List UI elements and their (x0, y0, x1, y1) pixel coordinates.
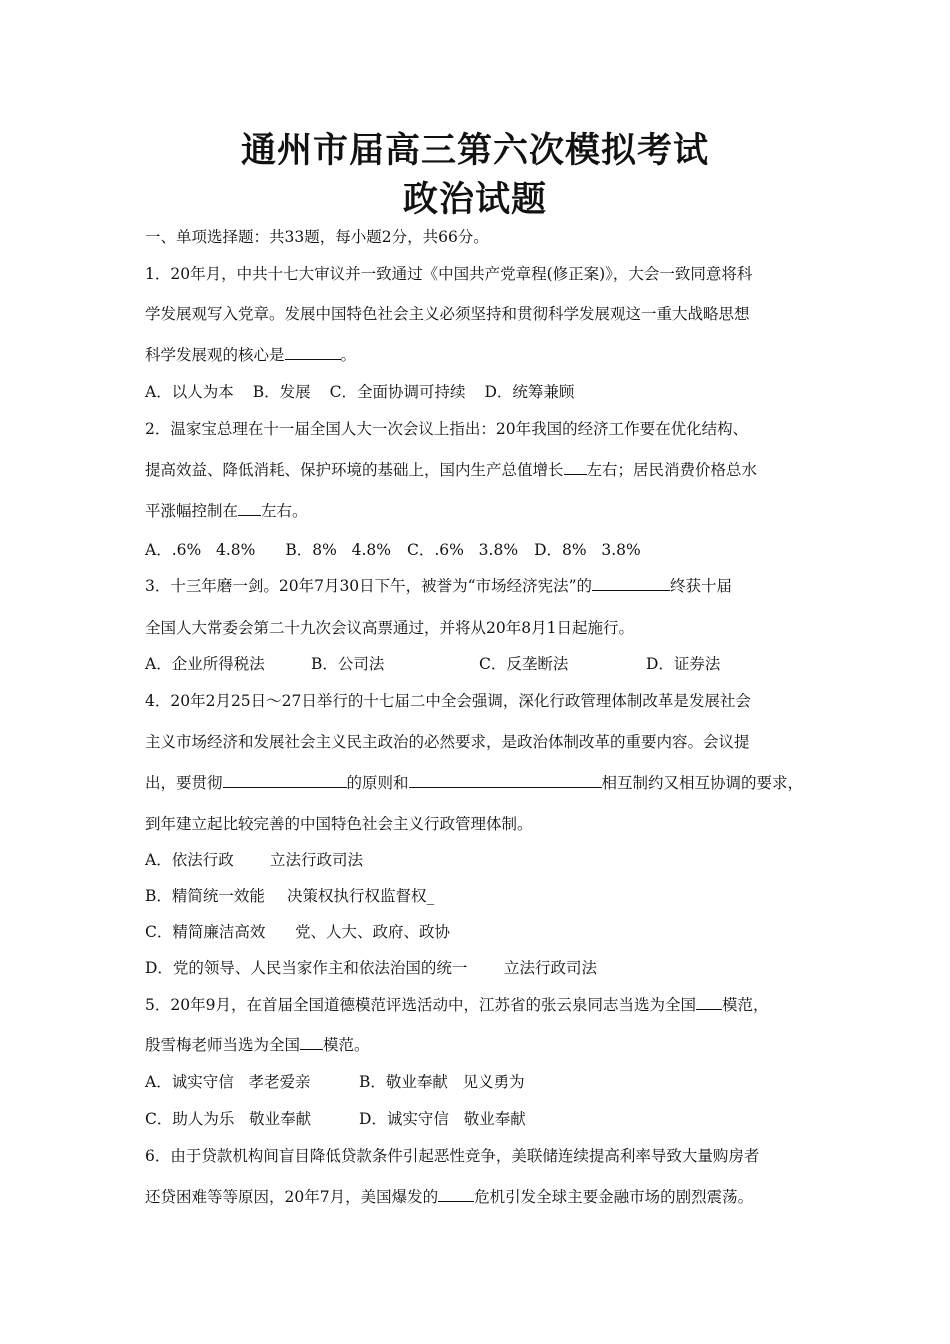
option-b-part-2: 决策权执行权监督权_ (287, 887, 435, 905)
option-a: A．企业所得税法 (145, 655, 265, 673)
question-5-text-a: 5．20年9月，在首届全国道德模范评选活动中，江苏省的张云泉同志当选为全国 (145, 996, 696, 1014)
option-d: D．8% 3.8% (534, 541, 641, 559)
question-2-text-d: 左右。 (261, 502, 308, 520)
question-4-text-b: 的原则和 (346, 774, 409, 792)
exam-title: 通州市届高三第六次模拟考试 (240, 131, 709, 171)
question-5-options-row-2 (145, 1108, 526, 1130)
question-3-options (145, 653, 720, 675)
option-b: B．8% 4.8% (285, 541, 392, 559)
answer-blank (592, 575, 670, 591)
option-a: A．诚实守信 孝老爱亲 (145, 1073, 311, 1091)
option-c: C．.6% 3.8% (407, 541, 519, 559)
option-b: B．公司法 (311, 655, 385, 673)
option-d: D．诚实守信 敬业奉献 (359, 1110, 526, 1128)
option-c: C．全面协调可持续 (329, 383, 466, 401)
question-6-line-2 (145, 1186, 753, 1208)
question-5-text-b: 模范， (721, 996, 769, 1014)
question-4-option-c (145, 921, 450, 943)
option-d-part-2: 立法行政司法 (504, 959, 598, 977)
question-4-option-d (145, 957, 597, 979)
question-2-text-b: 左右；居民消费价格总水 (586, 461, 758, 479)
option-b-part-1: B．精简统一效能 (145, 887, 265, 905)
section-heading: 一、单项选择题：共33题，每小题2分，共66分。 (145, 228, 489, 246)
question-5-text-c: 殷雪梅老师当选为全国 (145, 1036, 301, 1054)
option-a: A．以人为本 (145, 383, 234, 401)
question-6-line-1: 6．由于贷款机构间盲目降低贷款条件引起恶性竞争，美联储连续提高利率导致大量购房者 (145, 1147, 760, 1165)
answer-blank (300, 1034, 323, 1050)
option-b: B．发展 (252, 383, 311, 401)
question-1-end: 。 (340, 346, 357, 364)
question-2-line-1: 2．温家宝总理在十一届全国人大一次会议上指出：20年我国的经济工作要在优化结构、 (145, 420, 749, 438)
question-1-line-3 (145, 344, 356, 366)
question-5-line-1 (145, 994, 768, 1016)
question-6-text-b: 危机引发全球主要金融市场的剧烈震荡。 (474, 1188, 754, 1206)
question-1-options (145, 381, 574, 403)
question-2-options (145, 539, 641, 561)
question-4-line-1: 4．20年2月25日～27日举行的十七届二中全会强调，深化行政管理体制改革是发展社会 (145, 692, 751, 710)
option-a-part-1: A．依法行政 (145, 851, 234, 869)
question-1-line-1: 1．20年月，中共十七大审议并一致通过《中国共产党章程(修正案)》，大会一致同意将科 (145, 265, 753, 283)
option-c: C．反垄断法 (479, 655, 569, 673)
option-b: B．敬业奉献 见义勇为 (359, 1073, 525, 1091)
answer-blank (696, 994, 722, 1010)
option-d: D．统筹兼顾 (484, 383, 575, 401)
answer-blank (285, 344, 341, 360)
question-2-text-c: 平涨幅控制在 (145, 502, 239, 520)
answer-blank (238, 500, 261, 516)
exam-subtitle: 政治试题 (402, 180, 547, 220)
question-3-text-a: 3．十三年磨一剑。20年7月30日下午，被誉为“市场经济宪法”的 (145, 577, 593, 595)
option-c: C．助人为乐 敬业奉献 (145, 1110, 312, 1128)
option-c-part-1: C．精简廉洁高效 (145, 923, 266, 941)
answer-blank (438, 1186, 474, 1202)
question-3-line-2: 全国人大常委会第二十九次会议高票通过，并将从20年8月1日起施行。 (145, 619, 634, 637)
option-c-part-2: 党、人大、政府、政协 (295, 923, 451, 941)
question-3-text-b: 终获十届 (670, 577, 733, 595)
question-4-line-3 (145, 772, 803, 794)
option-d-part-1: D．党的领导、人民当家作主和依法治国的统一 (145, 959, 468, 977)
question-4-line-4: 到年建立起比较完善的中国特色社会主义行政管理体制。 (145, 815, 533, 833)
answer-blank (409, 772, 602, 788)
option-a: A．.6% 4.8% (145, 541, 256, 559)
question-1-line-2: 学发展观写入党章。发展中国特色社会主义必须坚持和贯彻科学发展观这一重大战略思想 (145, 305, 750, 323)
question-5-text-d: 模范。 (323, 1036, 370, 1054)
question-4-option-a (145, 849, 363, 871)
question-4-line-2: 主义市场经济和发展社会主义民主政治的必然要求，是政治体制改革的重要内容。会议提 (145, 733, 750, 751)
option-d: D．证券法 (646, 655, 721, 673)
question-4-option-b (145, 885, 434, 907)
question-2-line-2 (145, 459, 757, 481)
question-2-line-3 (145, 500, 308, 522)
question-5-line-2 (145, 1034, 370, 1056)
question-1-text: 科学发展观的核心是 (145, 346, 285, 364)
answer-blank (223, 772, 347, 788)
question-3-line-1 (145, 575, 732, 597)
question-6-text-a: 还贷困难等等原因，20年7月，美国爆发的 (145, 1188, 439, 1206)
answer-blank (564, 459, 587, 475)
question-4-text-a: 出，要贯彻 (145, 774, 223, 792)
question-5-options-row-1 (145, 1071, 525, 1093)
question-2-text-a: 提高效益、降低消耗、保护环境的基础上，国内生产总值增长 (145, 461, 564, 479)
question-4-text-c: 相互制约又相互协调的要求， (601, 774, 804, 792)
option-a-part-2: 立法行政司法 (270, 851, 364, 869)
